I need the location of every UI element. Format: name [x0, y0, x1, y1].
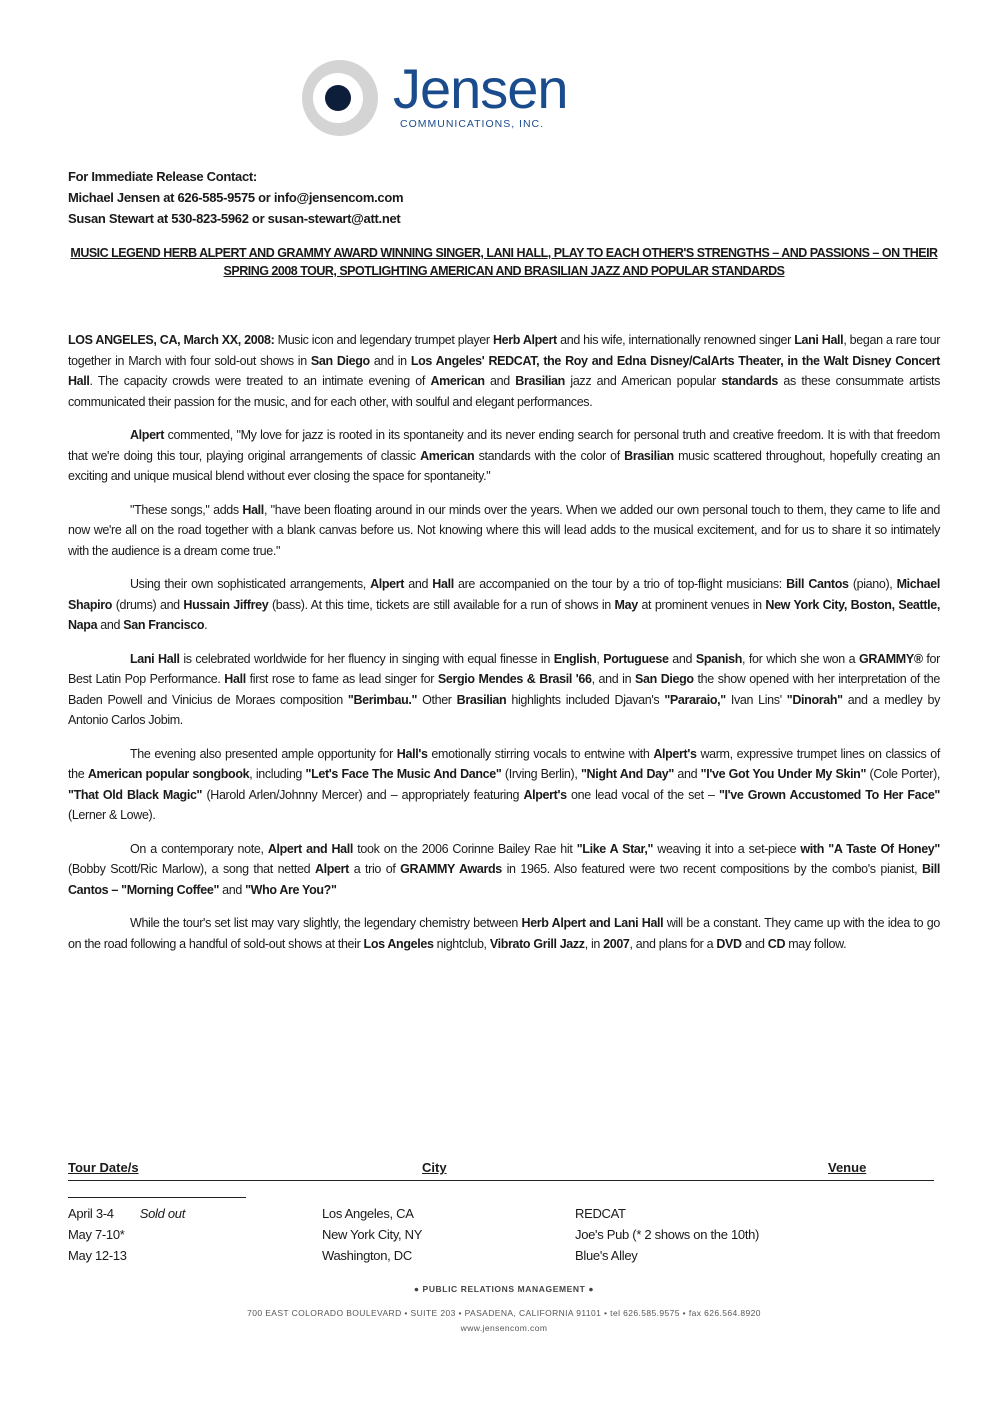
headline: MUSIC LEGEND HERB ALPERT AND GRAMMY AWARD WINNING SINGER, LANI HALL, PLAY TO EACH OTHER'S STRENGTHS – AND PASSIONS – ON THEIR SPRING 2008 TOUR, SPOTLIGHTING AMERICAN AND BRASILIAN JAZZ AND POPULAR STANDARDS [70, 246, 938, 278]
body-paragraph: While the tour's set list may vary slightly, the legendary chemistry between Herb Alpert and Lani Hall will be a constant. They came up with the idea to go on the road following a handful of sold-out shows at their Los Angeles nightclub, Vibrato Grill Jazz, in 2007, and plans for a DVD and CD may follow. [68, 916, 940, 951]
footer-address: 700 EAST COLORADO BOULEVARD • SUITE 203 • PASADENA, CALIFORNIA 91101 • tel 626.585.9575 • fax 626.564.8920 [247, 1308, 761, 1318]
tour-table-header [68, 1160, 934, 1181]
tour-row-venue: Blue's Alley [575, 1248, 638, 1263]
article-body [68, 330, 940, 967]
contact-susan: Susan Stewart at 530-823-5962 or susan-stewart@att.net [68, 211, 401, 226]
body-paragraph: The evening also presented ample opportunity for Hall's emotionally stirring vocals to entwine with Alpert's warm, expressive trumpet lines on classics of the American popular songbook, including "Let's Face The Music And Dance" (Irving Berlin), "Night And Day" and "I've Got You Under My Skin" (Cole Porter), "That Old Black Magic" (Harold Arlen/Johnny Mercer) and – appropriately featuring Alpert's one lead vocal of the set – "I've Grown Accustomed To Her Face" (Lerner & Lowe). [68, 746, 941, 822]
tour-dates-column [68, 1203, 185, 1266]
sold-out-label: Sold out [139, 1206, 186, 1221]
logo-circle-icon [300, 58, 380, 138]
tour-row-city: New York City, NY [322, 1227, 423, 1242]
tour-row-date: May 12-13 [68, 1248, 127, 1263]
company-logo [300, 58, 620, 140]
body-paragraph: "These songs," adds Hall, "have been floating around in our minds over the years. When we added our own personal touch to them, they came to life and now we're all on the road together with a blank canvas before us. Not knowing where this will lead adds to the musical excitement, and for us to share it so intimately with the audience is a dream come true." [68, 502, 940, 558]
footer-website[interactable]: www.jensencom.com [460, 1323, 548, 1333]
tour-venue-column [575, 1203, 759, 1266]
body-paragraph: Alpert commented, "My love for jazz is rooted in its spontaneity and its never ending search for personal truth and creative freedom. It is with that freedom that we're doing this tour, playing original arrangements of classic American standards with the color of Brasilian music scattered throughout, hopefully creating an exciting and unique musical blend without ever closing the space for spontaneity." [68, 428, 940, 483]
body-paragraph: On a contemporary note, Alpert and Hall took on the 2006 Corinne Bailey Rae hit "Like A Star," weaving it into a set-piece with "A Taste Of Honey" (Bobby Scott/Ric Marlow), a song that netted Alpert a trio of GRAMMY Awards in 1965. Also featured were two recent compositions by the combo's pianist, Bill Cantos – "Morning Coffee" and "Who Are You?" [68, 841, 940, 897]
tour-city-column [322, 1203, 422, 1266]
tour-header-dates: Tour Date/s [68, 1160, 139, 1175]
tour-row-date: May 7-10* [68, 1227, 125, 1242]
tour-row-date: April 3-4 Sold out [68, 1206, 186, 1221]
tour-row-venue: Joe's Pub (* 2 shows on the 10th) [575, 1227, 760, 1242]
tour-header-venue: Venue [828, 1160, 867, 1175]
tour-header-city: City [422, 1160, 447, 1175]
body-paragraph: LOS ANGELES, CA, March XX, 2008: Music icon and legendary trumpet player Herb Alpert and his wife, internationally renowned singer Lani Hall, began a rare tour together in March with four sold-out shows in San Diego and in Los Angeles' REDCAT, the Roy and Edna Disney/CalArts Theater, in the Walt Disney Concert Hall. The capacity crowds were treated to an intimate evening of American and Brasilian jazz and American popular standards as these consummate artists communicated their passion for the music, and for each other, with soulful and elegant performances. [68, 333, 941, 409]
logo-name: Jensen [393, 57, 568, 120]
body-paragraph: Using their own sophisticated arrangements, Alpert and Hall are accompanied on the tour by a trio of top-flight musicians: Bill Cantos (piano), Michael Shapiro (drums) and Hussain Jiffrey (bass). At this time, tickets are still available for a run of shows in May at prominent venues in New York City, Boston, Seattle, Napa and San Francisco. [68, 577, 940, 632]
tour-row-venue: REDCAT [575, 1206, 626, 1221]
contact-michael: Michael Jensen at 626-585-9575 or info@jensencom.com [68, 190, 404, 205]
tour-row-city: Washington, DC [322, 1248, 412, 1263]
contact-block [68, 166, 403, 229]
contact-heading: For Immediate Release Contact: [68, 169, 257, 184]
footer-title: ● PUBLIC RELATIONS MANAGEMENT ● [413, 1284, 595, 1294]
tour-row-city: Los Angeles, CA [322, 1206, 414, 1221]
tour-divider [68, 1197, 246, 1198]
logo-subtitle: COMMUNICATIONS, INC. [400, 118, 545, 130]
body-paragraph: Lani Hall is celebrated worldwide for her fluency in singing with equal finesse in English, Portuguese and Spanish, for which she won a GRAMMY® for Best Latin Pop Performance. Hall first rose to fame as lead singer for Sergio Mendes & Brasil '66, and in San Diego the show opened with her interpretation of the Baden Powell and Vinicius de Moraes composition "Berimbau." Other Brasilian highlights included Djavan's "Pararaio," Ivan Lins' "Dinorah" and a medley by Antonio Carlos Jobim. [68, 651, 941, 727]
